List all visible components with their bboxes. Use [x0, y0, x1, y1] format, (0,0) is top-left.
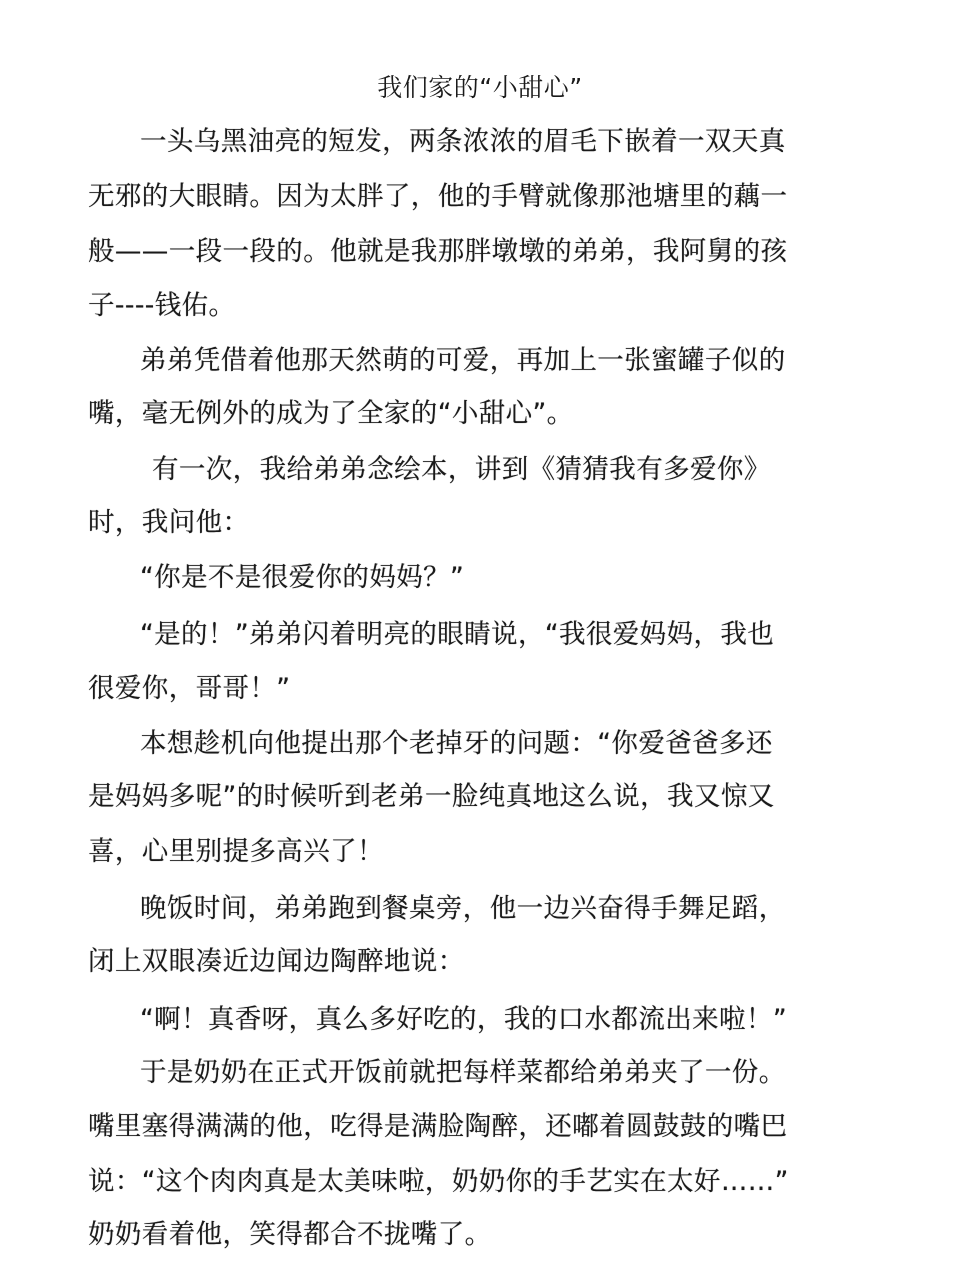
paragraph-6-line-2: 是妈妈多呢”的时候听到老弟一脸纯真地这么说，我又惊又 [88, 781, 775, 812]
paragraph-9-line-2: 嘴里塞得满满的他，吃得是满脸陶醉，还嘟着圆鼓鼓的嘴巴 [88, 1111, 788, 1142]
paragraph-6-line-3: 喜，心里别提多高兴了！ [88, 836, 384, 867]
paragraph-7-line-1: 晚饭时间，弟弟跑到餐桌旁，他一边兴奋得手舞足蹈， [140, 893, 786, 924]
paragraph-2-line-2: 嘴，毫无例外的成为了全家的“小甜心”。 [88, 398, 574, 429]
paragraph-6-line-1: 本想趁机向他提出那个老掉牙的问题：“你爱爸爸多还 [140, 728, 773, 759]
paragraph-1-line-3: 般——一段一段的。他就是我那胖墩墩的弟弟，我阿舅的孩 [88, 236, 788, 267]
paragraph-1-line-2: 无邪的大眼睛。因为太胖了，他的手臂就像那池塘里的藕一 [88, 181, 788, 212]
paragraph-8-line-1: “啊！真香呀，真么多好吃的，我的口水都流出来啦！” [140, 1004, 787, 1035]
paragraph-1-line-4: 子----钱佑。 [88, 290, 236, 321]
paragraph-9-line-4: 奶奶看着他，笑得都合不拢嘴了。 [88, 1219, 492, 1250]
paragraph-9-line-3: 说：“这个肉肉真是太美味啦，奶奶你的手艺实在太好……” [88, 1166, 789, 1197]
paragraph-2-line-1: 弟弟凭借着他那天然萌的可爱，再加上一张蜜罐子似的 [140, 345, 786, 376]
paragraph-5-line-1: “是的！”弟弟闪着明亮的眼睛说，“我很爱妈妈，我也 [140, 619, 775, 650]
paragraph-1-line-1: 一头乌黑油亮的短发，两条浓浓的眉毛下嵌着一双天真 [140, 126, 786, 157]
paragraph-3-line-1: 有一次，我给弟弟念绘本，讲到《猜猜我有多爱你》 [152, 454, 771, 485]
paragraph-7-line-2: 闭上双眼凑近边闻边陶醉地说： [88, 946, 465, 977]
paragraph-3-line-2: 时，我问他： [88, 507, 250, 538]
paragraph-5-line-2: 很爱你，哥哥！” [88, 673, 291, 704]
paragraph-4-line-1: “你是不是很爱你的妈妈？” [140, 562, 465, 593]
paragraph-9-line-1: 于是奶奶在正式开饭前就把每样菜都给弟弟夹了一份。 [140, 1057, 786, 1088]
document-title: 我们家的“小甜心” [377, 73, 583, 102]
